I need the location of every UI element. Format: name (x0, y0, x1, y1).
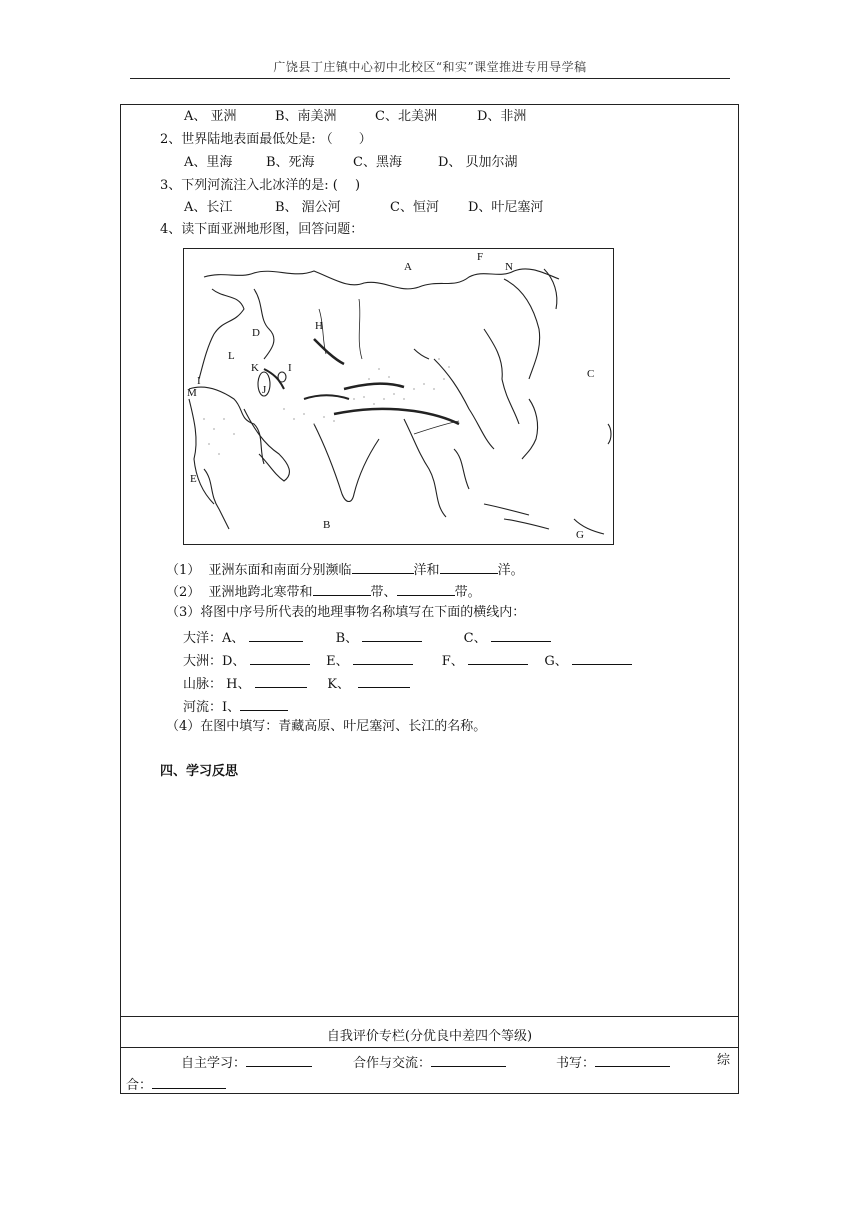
q3-stem: 3、下列河流注入北冰洋的是: ( ) (160, 178, 361, 193)
q1-option-d: D、非洲 (477, 109, 527, 124)
q2-option-d: D、 贝加尔湖 (438, 155, 518, 170)
answer-blank[interactable] (246, 1053, 312, 1067)
map-label-m: M (187, 387, 197, 399)
q4-part1 (166, 560, 524, 579)
map-label-i-upper: I (288, 362, 292, 374)
q2-option-b: B、死海 (266, 155, 315, 170)
header-rule (130, 78, 730, 79)
map-label-k: K (251, 362, 259, 374)
q4-part2-lead: （2） 亚洲地跨北寒带和 (166, 585, 313, 600)
ocean-c-label: C、 (463, 631, 487, 646)
q4-part1-end: 洋。 (497, 563, 524, 578)
answer-blank[interactable] (352, 560, 414, 574)
eval-overall-part1: 综 (717, 1053, 731, 1068)
answer-blank[interactable] (249, 628, 303, 642)
answer-blank[interactable] (353, 651, 413, 665)
answer-blank[interactable] (572, 651, 632, 665)
answer-blank[interactable] (440, 560, 498, 574)
q2-option-c: C、黑海 (353, 155, 402, 170)
eval-writing (556, 1053, 670, 1072)
q1-option-c: C、北美洲 (375, 109, 437, 124)
q4-stem: 4、读下面亚洲地形图，回答问题： (160, 222, 364, 237)
map-label-e: E (190, 473, 197, 485)
q1-option-a: A、 亚洲 (184, 109, 237, 124)
map-label-c: C (587, 368, 595, 380)
q4-part4: （4）在图中填写：青藏高原、叶尼塞河、长江的名称。 (166, 719, 487, 734)
q4-part1-mid: 洋和 (413, 563, 440, 578)
q4-part2-mid: 带、 (370, 585, 397, 600)
continent-e-label: E、 (326, 654, 349, 669)
continent-label: 大洲：D、 (183, 654, 246, 669)
overall-label: 合： (126, 1078, 153, 1093)
q2-stem: 2、世界陆地表面最低处是: （ ） (160, 132, 372, 147)
ocean-b-label: B、 (335, 631, 359, 646)
answer-blank[interactable] (397, 582, 455, 596)
self-study-label: 自主学习： (181, 1056, 247, 1071)
map-label-n: N (505, 261, 513, 273)
mountain-label: 山脉： H、 (183, 677, 251, 692)
answer-blank[interactable] (152, 1075, 226, 1089)
answer-blank[interactable] (255, 674, 307, 688)
continent-g-label: G、 (544, 654, 568, 669)
answer-blank[interactable] (431, 1053, 506, 1067)
answer-blank[interactable] (595, 1053, 670, 1067)
eval-overall (126, 1075, 226, 1094)
asia-terrain-map (183, 248, 614, 545)
q4-part2-end: 带。 (454, 585, 481, 600)
header-title: 广饶县丁庄镇中心初中北校区“和实”课堂推进专用导学稿 (273, 60, 587, 74)
q2-option-a: A、里海 (184, 155, 233, 170)
continent-f-label: F、 (441, 654, 464, 669)
ocean-row (183, 628, 551, 647)
answer-blank[interactable] (468, 651, 528, 665)
cooperation-label: 合作与交流： (353, 1056, 432, 1071)
table-rule-mid (120, 1047, 739, 1048)
writing-label: 书写： (556, 1056, 596, 1071)
map-label-i: I (197, 375, 201, 387)
q4-part2 (166, 582, 481, 601)
river-row (183, 697, 288, 716)
answer-blank[interactable] (491, 628, 551, 642)
map-label-d: D (252, 327, 260, 339)
evaluation-title: 自我评价专栏(分优良中差四个等级) (326, 1029, 533, 1044)
q3-option-a: A、长江 (184, 200, 233, 215)
table-rule-top (120, 1016, 739, 1017)
continent-row (183, 651, 632, 670)
map-label-g: G (576, 529, 584, 541)
eval-self-study (181, 1053, 312, 1072)
answer-blank[interactable] (250, 651, 310, 665)
mountain-k-label: K、 (327, 677, 351, 692)
river-label: 河流：I、 (183, 700, 241, 715)
q3-option-c: C、恒河 (390, 200, 439, 215)
answer-blank[interactable] (358, 674, 410, 688)
ocean-label: 大洋：A、 (183, 631, 245, 646)
q4-part1-lead: （1） 亚洲东面和南面分别濒临 (166, 563, 352, 578)
map-label-j: J (262, 384, 267, 396)
map-label-l: L (228, 350, 235, 362)
q3-option-d: D、叶尼塞河 (468, 200, 544, 215)
q3-option-b: B、 湄公河 (275, 200, 341, 215)
map-label-a: A (404, 261, 412, 273)
asia-map-drawing (184, 249, 614, 545)
section-reflection-title: 四、学习反思 (160, 764, 239, 779)
answer-blank[interactable] (362, 628, 422, 642)
map-label-f: F (477, 251, 484, 263)
map-label-b: B (323, 519, 331, 531)
eval-cooperation (353, 1053, 506, 1072)
answer-blank[interactable] (240, 697, 288, 711)
answer-blank[interactable] (313, 582, 371, 596)
map-label-h: H (315, 320, 323, 332)
q1-option-b: B、南美洲 (275, 109, 337, 124)
q4-part3: （3）将图中序号所代表的地理事物名称填写在下面的横线内： (166, 605, 526, 620)
mountain-row (183, 674, 410, 693)
